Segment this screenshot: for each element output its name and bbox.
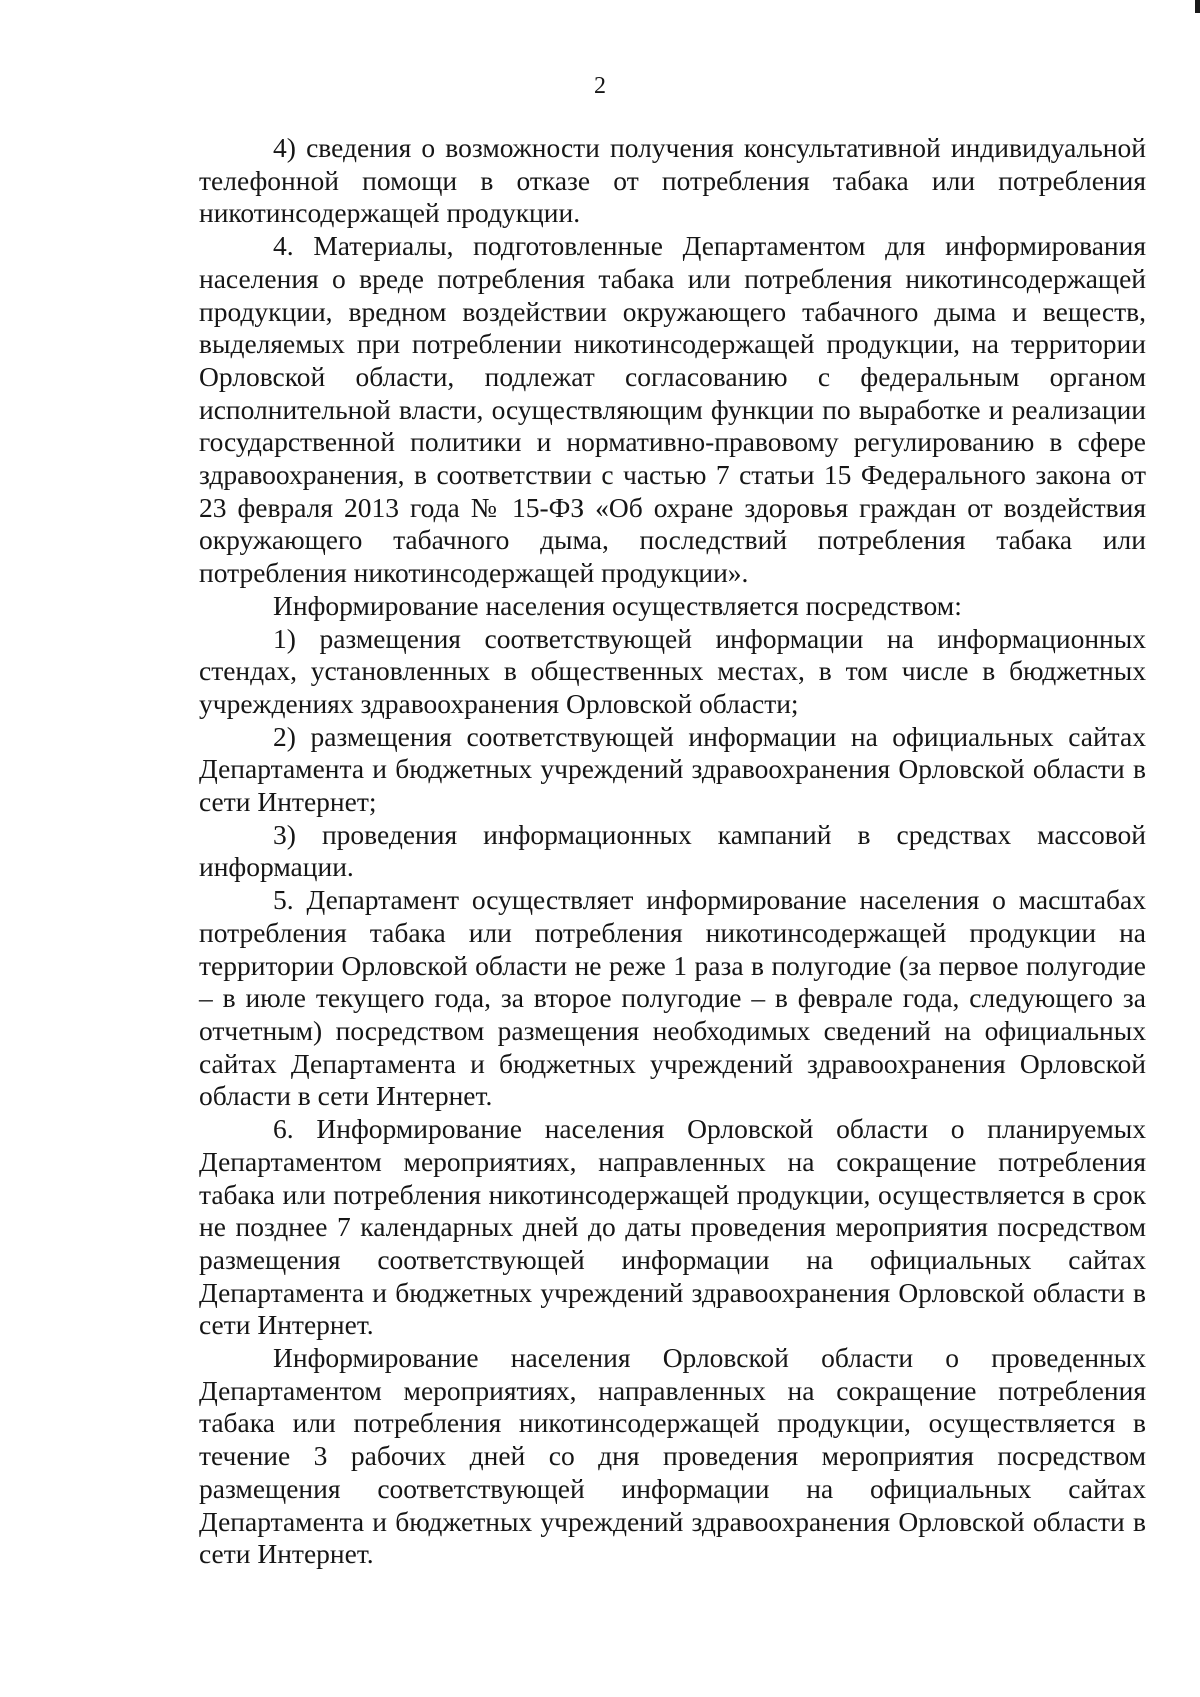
paragraph-item-4-subpoint: 4) сведения о возможности получения консультативной индивидуальной телефонной помощи в отказе от потребления табака или потребления никотинсодержащей продукции.	[199, 132, 1146, 229]
paragraph-method-1: 1) размещения соответствующей информации на информационных стендах, установленных в общественных местах, в том числе в бюджетных учреждениях здравоохранения Орловской области;	[199, 622, 1146, 719]
paragraph-section-4: 4. Материалы, подготовленные Департаментом для информирования населения о вреде потребления табака или потребления никотинсодержащей продукции, вредном воздействии окружающего табачного дыма и веществ, выделяемых при потреблении никотинсодержащей продукции, на территории Орловской области, подлежат согласованию с федеральным органом исполнительной власти, осуществляющим функции по выработке и реализации государственной политики и нормативно-правовому регулированию в сфере здравоохранения, в соответствии с частью 7 статьи 15 Федерального закона от 23 февраля 2013 года № 15-ФЗ «Об охране здоровья граждан от воздействия окружающего табачного дыма, последствий потребления табака или потребления никотинсодержащей продукции».	[199, 230, 1146, 589]
paragraph-section-6-conducted: Информирование населения Орловской области о проведенных Департаментом мероприятиях, направленных на сокращение потребления табака или потребления никотинсодержащей продукции, осуществляется в течение 3 рабочих дней со дня проведения мероприятия посредством размещения соответствующей информации на официальных сайтах Департамента и бюджетных учреждений здравоохранения Орловской области в сети Интернет.	[199, 1342, 1146, 1570]
paragraph-section-5: 5. Департамент осуществляет информирование населения о масштабах потребления табака или потребления никотинсодержащей продукции на территории Орловской области не реже 1 раза в полугодие (за первое полугодие – в июле текущего года, за второе полугодие – в феврале года, следующего за отчетным) посредством размещения необходимых сведений на официальных сайтах Департамента и бюджетных учреждений здравоохранения Орловской области в сети Интернет.	[199, 884, 1146, 1112]
paragraph-informing-methods-intro: Информирование населения осуществляется посредством:	[273, 589, 962, 621]
scan-edge-mark	[1195, 0, 1200, 13]
page-number: 2	[594, 73, 606, 99]
paragraph-method-2: 2) размещения соответствующей информации на официальных сайтах Департамента и бюджетных учреждений здравоохранения Орловской области в сети Интернет;	[199, 720, 1146, 818]
paragraph-method-3: 3) проведения информационных кампаний в средствах массовой информации.	[199, 818, 1146, 883]
paragraph-section-6: 6. Информирование населения Орловской области о планируемых Департаментом мероприятиях, направленных на сокращение потребления табака или потребления никотинсодержащей продукции, осуществляется в срок не позднее 7 календарных дней до даты проведения мероприятия посредством размещения соответствующей информации на официальных сайтах Департамента и бюджетных учреждений здравоохранения Орловской области в сети Интернет.	[199, 1113, 1146, 1341]
document-body	[199, 132, 1146, 1571]
